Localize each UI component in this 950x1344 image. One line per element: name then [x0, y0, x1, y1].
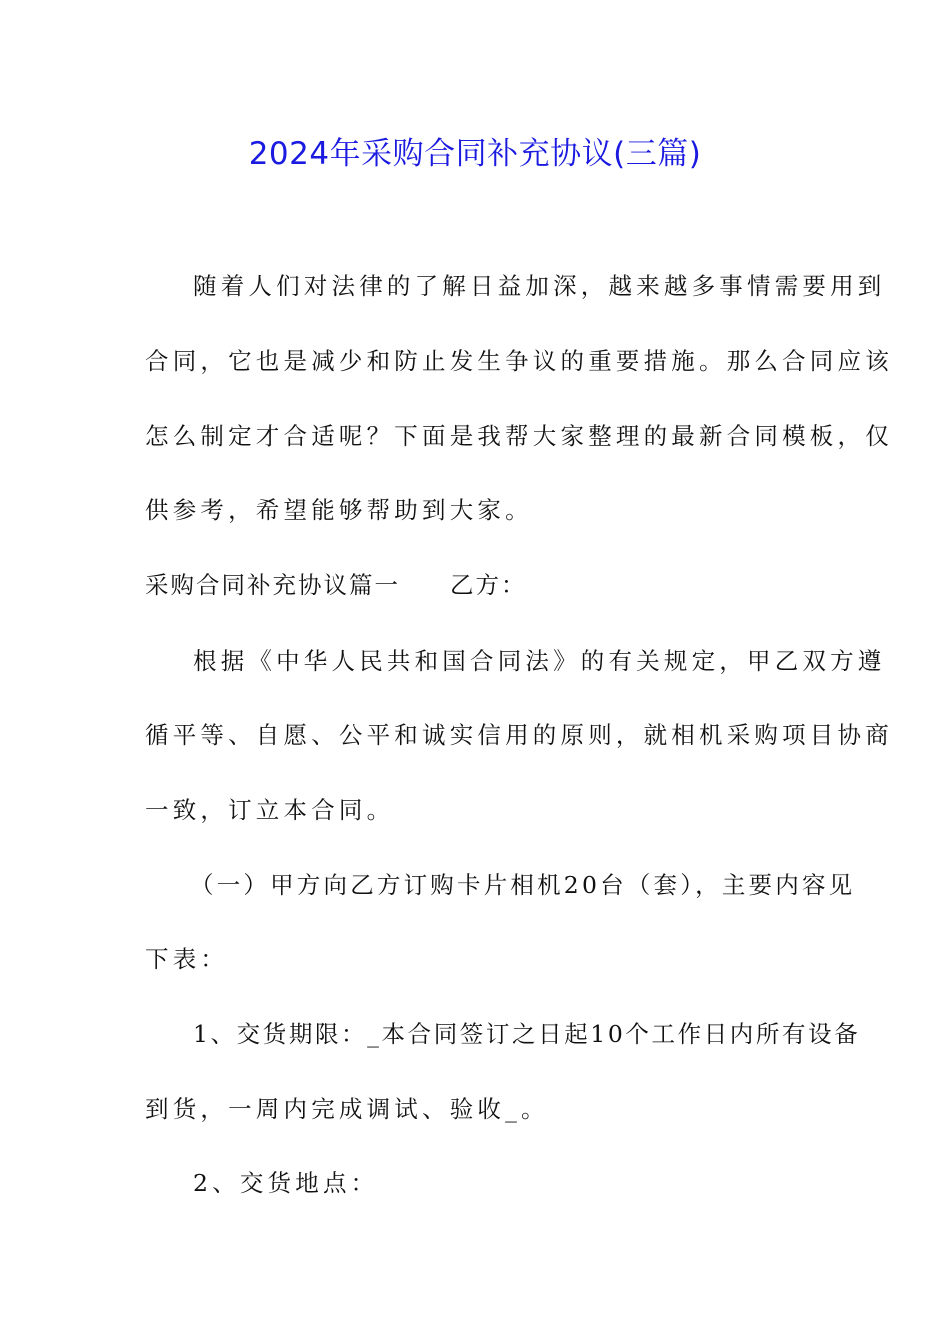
section-heading: 采购合同补充协议篇一	[145, 571, 400, 599]
paragraph-line: 根据《中华人民共和国合同法》的有关规定，甲乙双方遵	[193, 647, 886, 675]
party-b-label: 乙方：	[450, 571, 527, 599]
paragraph-line: 一致，订立本合同。	[145, 796, 395, 824]
paragraph-line: 合同，它也是减少和防止发生争议的重要措施。那么合同应该	[145, 347, 893, 375]
paragraph-line: 供参考，希望能够帮助到大家。	[145, 496, 533, 524]
paragraph-line: 循平等、自愿、公平和诚实信用的原则，就相机采购项目协商	[145, 721, 893, 749]
section-heading-line	[145, 569, 815, 601]
paragraph-line: 随着人们对法律的了解日益加深，越来越多事情需要用到	[193, 272, 886, 300]
paragraph-line: （一）甲方向乙方订购卡片相机20台（套），主要内容见	[190, 871, 856, 899]
document-title: 2024年采购合同补充协议(三篇)	[248, 136, 702, 172]
paragraph-line: 到货，一周内完成调试、验收_。	[145, 1095, 549, 1123]
paragraph-line: 1、交货期限：_本合同签订之日起10个工作日内所有设备	[193, 1020, 861, 1048]
paragraph-line: 下表：	[145, 945, 229, 973]
paragraph-line: 2、交货地点：	[193, 1169, 379, 1197]
paragraph-line: 怎么制定才合适呢？下面是我帮大家整理的最新合同模板，仅	[145, 422, 893, 450]
